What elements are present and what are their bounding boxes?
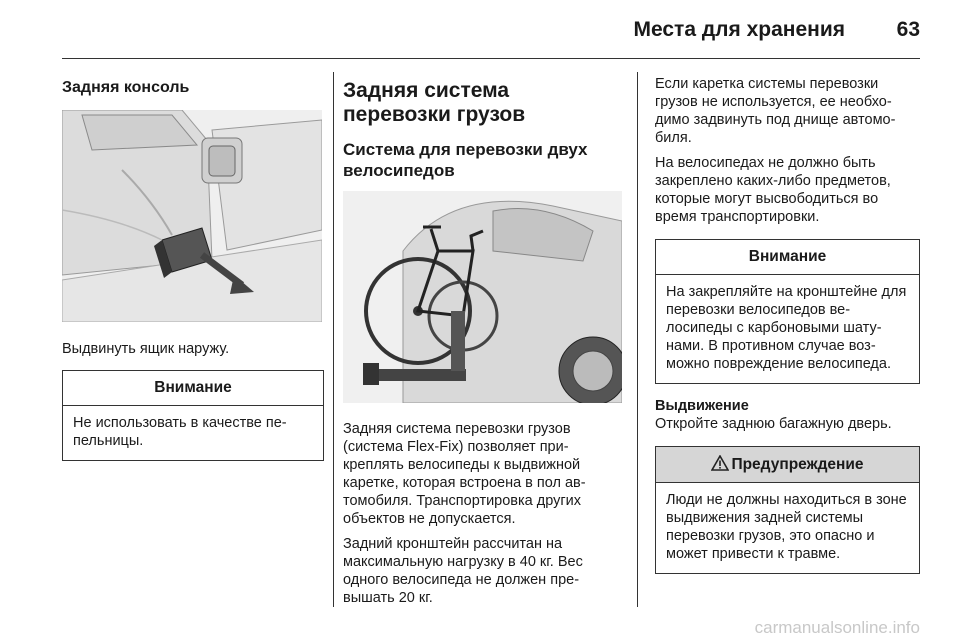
warning-box xyxy=(655,446,920,574)
notice-text: На закрепляйте на кронштейне для перевозки велосипедов велосипеды с карбоновыми шатунами. В противном случае возможно повреждение велосипеда. xyxy=(666,284,907,372)
warning-title: Предупреждение xyxy=(731,456,864,473)
notice-title: Внимание xyxy=(63,371,323,406)
rear-console-illustration xyxy=(62,110,322,322)
warning-triangle-icon xyxy=(711,455,729,471)
watermark: carmanualsonline.info xyxy=(754,618,920,637)
section-title: Места для хранения xyxy=(633,18,845,41)
bicycle-carrier-illustration xyxy=(343,191,622,403)
column-carrier-notes xyxy=(655,75,920,574)
column-divider-2 xyxy=(637,72,638,607)
column-divider-1 xyxy=(333,72,334,607)
bicycle-loose-items-text: На велосипедах не должно быть закреплено каких-либо предметов, которые могут высвободиться во время транспортировки. xyxy=(655,155,891,225)
rear-console-caption: Выдвинуть ящик наружу. xyxy=(62,341,230,357)
carrier-stowage-text: Если каретка системы перевозки грузов не используется, ее необходимо задвинуть под днище автомобиля. xyxy=(655,76,896,146)
extend-instruction: Откройте заднюю багажную дверь. xyxy=(655,416,892,432)
column-rear-console xyxy=(62,75,324,461)
extend-heading: Выдвижение xyxy=(655,398,749,414)
warning-header xyxy=(656,447,919,483)
notice-box-carbon-cranks xyxy=(655,239,920,384)
carrier-load-limit: Задний кронштейн рассчитан на максимальную нагрузку в 40 кг. Вес одного велосипеда не должен превышать 20 кг. xyxy=(343,536,583,606)
page-number: 63 xyxy=(896,18,920,41)
rear-carrier-heading: Задняя система перевозки грузов xyxy=(343,79,526,126)
bicycle-carrier-subheading: Система для перевозки двух велосипедов xyxy=(343,140,588,180)
column-rear-carrier xyxy=(343,75,622,607)
bicycle-on-carrier-image xyxy=(343,191,622,403)
carrier-description: Задняя система перевозки грузов (система Flex-Fix) позволяет прикреплять велосипеды к выдвижной каретке, которая встроена в пол автомобиля. Транспортировка других объектов не допускается. xyxy=(343,421,586,527)
notice-text: Не использовать в качестве пепельницы. xyxy=(73,415,287,449)
notice-box-ashtray xyxy=(62,370,324,461)
rear-console-drawer-image xyxy=(62,110,322,322)
warning-text: Люди не должны находиться в зоне выдвижения задней системы перевозки грузов, это опасно и может привести к травме. xyxy=(666,492,907,562)
header-rule xyxy=(62,58,920,59)
notice-title: Внимание xyxy=(656,240,919,275)
rear-console-heading: Задняя консоль xyxy=(62,79,190,96)
